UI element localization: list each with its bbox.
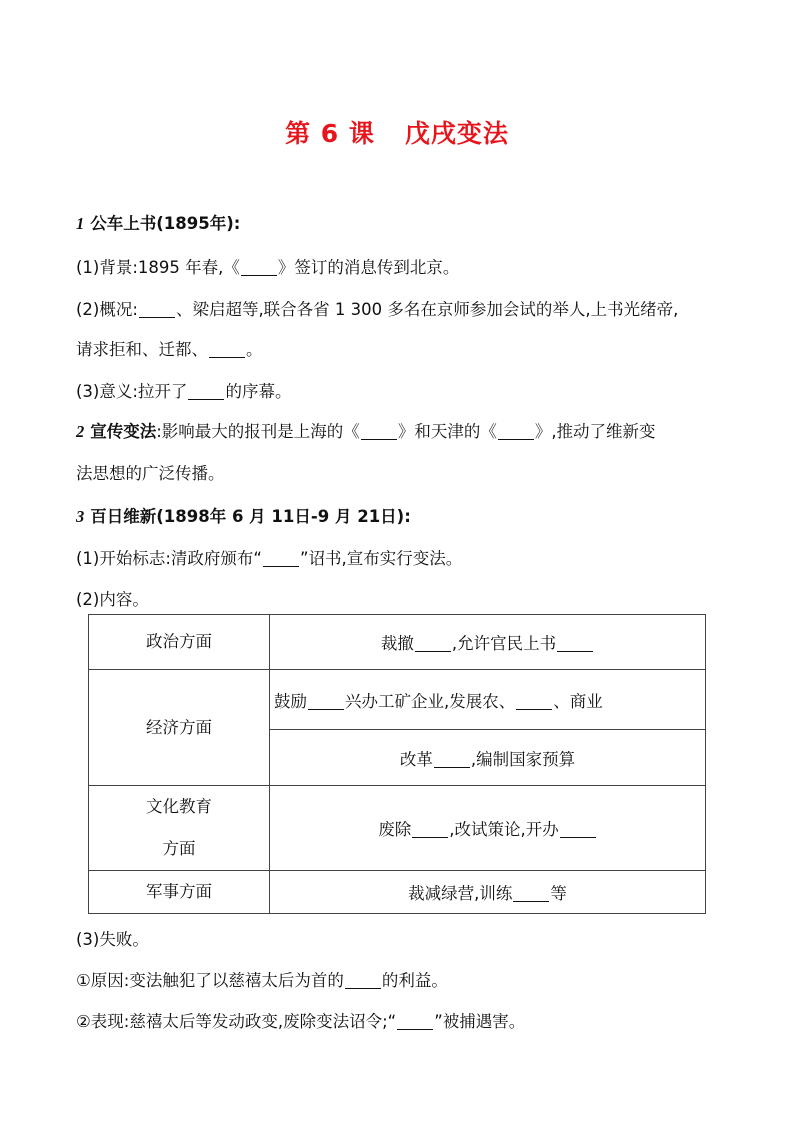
fill-blank[interactable] [345,972,381,990]
fill-blank[interactable] [412,821,448,839]
fill-blank[interactable] [434,750,470,768]
lesson-name: 戊戌变法 [404,119,509,148]
section-number: 2 [76,422,85,441]
section-2-line: 2 宣传变法:影响最大的报刊是上海的《 》和天津的《 》,推动了维新变 [76,422,656,441]
page-title [0,114,794,150]
section-3-heading [76,503,411,527]
detail-cell: 裁撤 ,允许官民上书 [270,615,706,670]
detail-cell: 裁减绿营,训练 等 [270,871,706,914]
fill-blank[interactable] [415,635,451,653]
table-row [89,786,706,871]
fill-blank[interactable] [308,692,344,710]
fill-blank[interactable] [560,821,596,839]
fill-blank[interactable] [241,259,277,277]
table-row [89,670,706,730]
detail-cell: 鼓励 兴办工矿企业,发展农、 、商业 [270,670,706,730]
fill-blank[interactable] [361,423,397,441]
s3-failure-cause: ①原因:变法触犯了以慈禧太后为首的 的利益。 [76,971,448,990]
s3-start-sign: (1)开始标志:清政府颁布“ ”诏书,宣布实行变法。 [76,549,463,568]
category-cell: 军事方面 [89,871,270,914]
s3-content-label: (2)内容。 [76,590,149,609]
fill-blank[interactable] [209,341,245,359]
fill-blank[interactable] [513,885,549,903]
s3-failure-manifest: ②表现:慈禧太后等发动政变,废除变法诏令;“ ”被捕遇害。 [76,1012,526,1031]
s1-significance: (3)意义:拉开了 的序幕。 [76,382,292,401]
category-cell: 政治方面 [89,615,270,670]
fill-blank[interactable] [498,423,534,441]
table-row [89,871,706,914]
s1-background: (1)背景:1895 年春,《 》签订的消息传到北京。 [76,258,460,277]
fill-blank[interactable] [397,1013,433,1031]
detail-cell: 改革 ,编制国家预算 [270,730,706,786]
section-1-heading [76,210,240,234]
section-2-cont: 法思想的广泛传播。 [76,464,225,483]
lesson-number: 第 6 课 [285,119,375,148]
section-title: 公车上书(1895年): [90,214,241,233]
s1-overview: (2)概况: 、梁启超等,联合各省 1 300 多名在京师参加会试的举人,上书光绪帝, [76,300,679,319]
section-number: 1 [76,214,85,233]
s3-failure: (3)失败。 [76,930,149,949]
fill-blank[interactable] [139,301,175,319]
fill-blank[interactable] [516,692,552,710]
category-cell: 文化教育 方面 [89,786,270,871]
section-number: 3 [76,507,85,526]
table-row [89,615,706,670]
fill-blank[interactable] [263,550,299,568]
s1-overview-cont: 请求拒和、迁都、 。 [76,340,263,359]
fill-blank[interactable] [557,635,593,653]
section-title: 宣传变法 [90,422,157,441]
section-title: 百日维新(1898年 6 月 11日-9 月 21日): [90,507,411,526]
fill-blank[interactable] [188,383,224,401]
detail-cell: 废除 ,改试策论,开办 [270,786,706,871]
category-cell: 经济方面 [89,670,270,786]
reform-content-table [88,614,706,914]
